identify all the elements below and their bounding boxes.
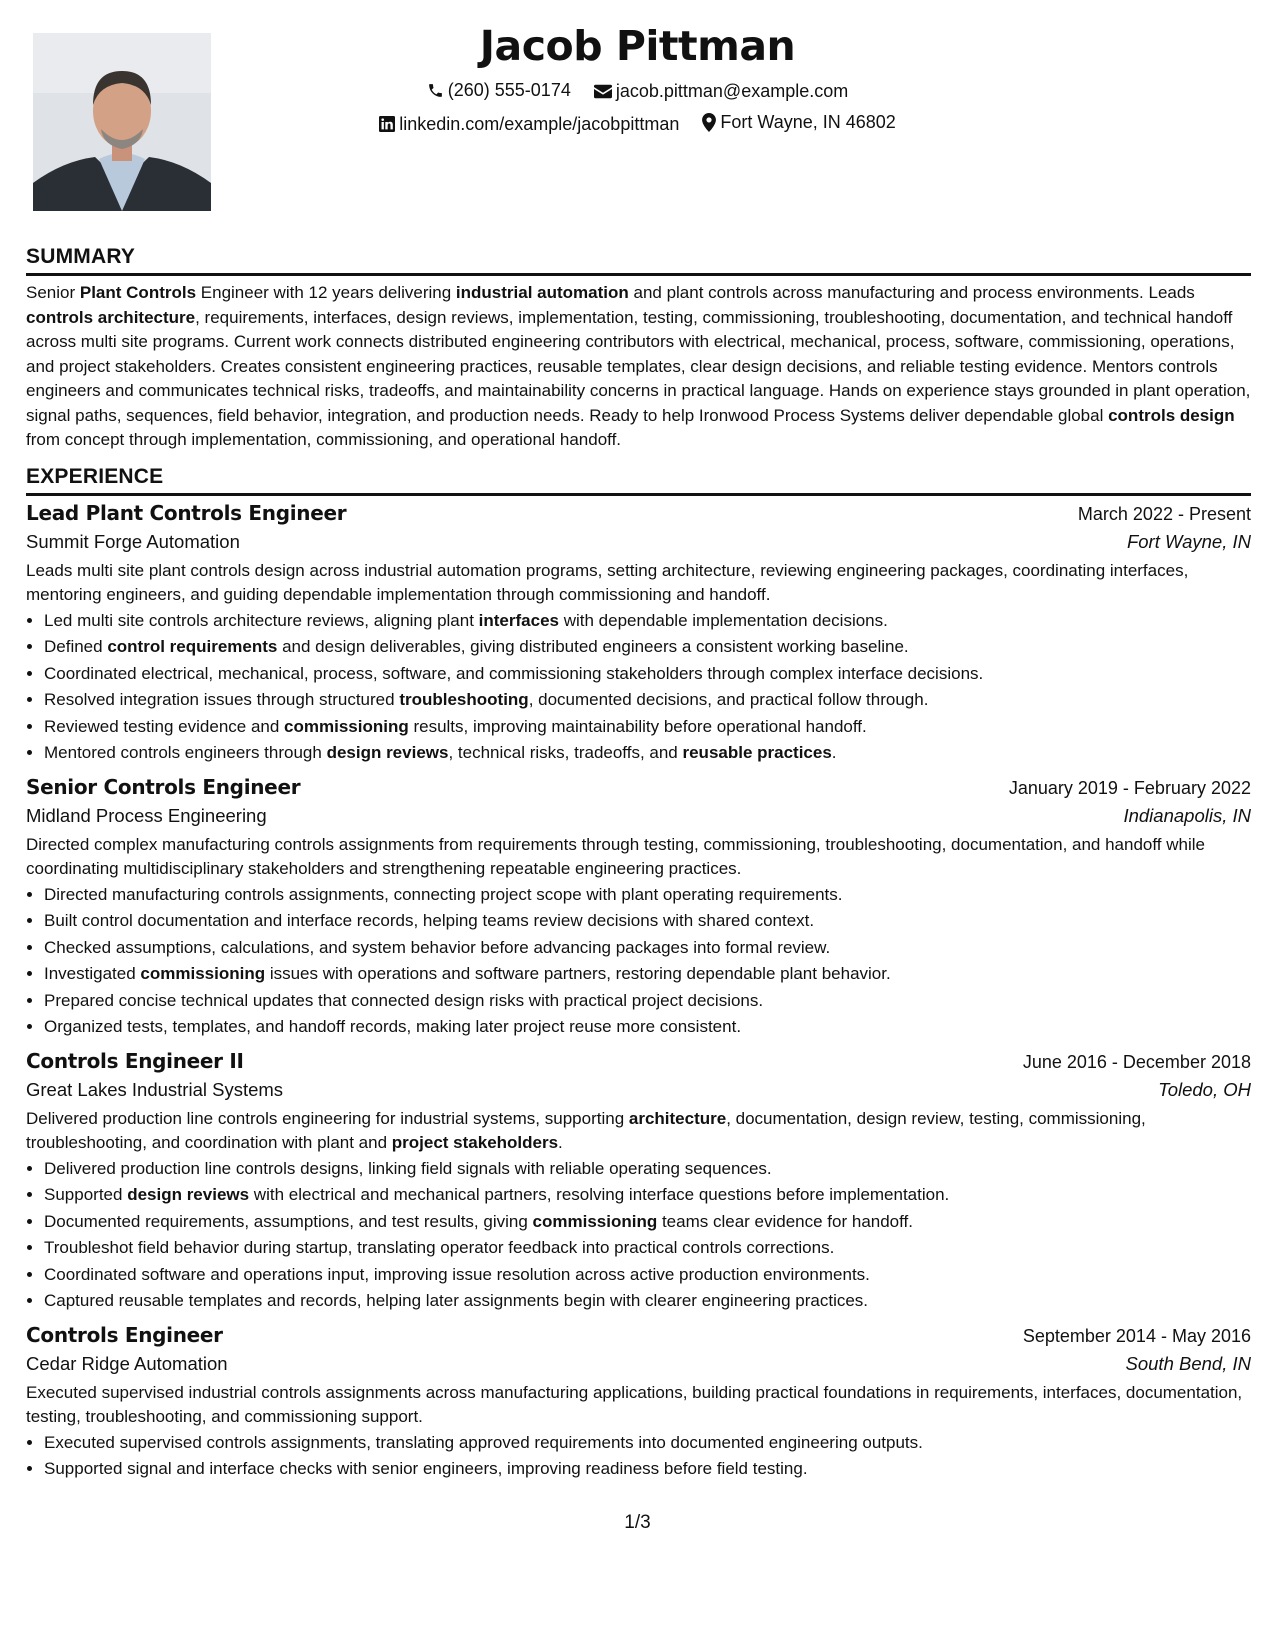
job-description xyxy=(26,559,1251,607)
envelope-icon xyxy=(594,84,612,99)
job-description xyxy=(26,1107,1251,1155)
candidate-name: Jacob Pittman xyxy=(479,22,796,70)
location-text: Fort Wayne, IN 46802 xyxy=(720,112,896,132)
phone-text: (260) 555-0174 xyxy=(447,80,571,100)
text-run: with electrical and mechanical partners, resolving interface questions before implementation. xyxy=(249,1185,950,1204)
text-run: Senior xyxy=(26,283,80,302)
job-header-row xyxy=(26,1323,1251,1347)
email-link[interactable]: jacob.pittman@example.com xyxy=(615,81,849,101)
bold-text: architecture xyxy=(628,1108,727,1128)
job-bullet-list xyxy=(26,1156,1251,1315)
text-run: Supported signal and interface checks with senior engineers, improving readiness before field testing. xyxy=(44,1459,808,1478)
contact-line-2 xyxy=(0,112,1275,137)
text-run: Leads multi site plant controls design across industrial automation programs, setting architecture, reviewing engineering packages, coordinating interfaces, mentoring engineers, and guiding dependable implementation through commissioning and handoff. xyxy=(26,560,1189,604)
email-contact[interactable] xyxy=(594,81,848,102)
job-bullet xyxy=(44,882,1251,909)
text-run: , technical risks, tradeoffs, and xyxy=(448,743,683,762)
bold-text: design reviews xyxy=(127,1185,250,1204)
bold-text: interfaces xyxy=(478,610,559,630)
text-run: Defined xyxy=(44,637,108,656)
job-header-row xyxy=(26,501,1251,525)
text-run: Engineer with 12 years delivering xyxy=(196,283,456,302)
phone-contact xyxy=(427,80,571,101)
linkedin-contact[interactable] xyxy=(379,114,679,135)
job-bullet xyxy=(44,1262,1251,1289)
job-description xyxy=(26,833,1251,881)
job-bullet-list xyxy=(26,1430,1251,1483)
experience-heading: EXPERIENCE xyxy=(26,465,1251,496)
text-run: , requirements, interfaces, design reviews, implementation, testing, commissioning, troubleshooting, documentation, and technical handoff across multi site programs. Current work connects distributed engineering contributors with electrical, mechanical, process, software, commissioning, operations, and project stakeholders. Creates consistent engineering practices, reusable templates, clear design decisions, and reliable testing evidence. Mentors controls engineers and communicates technical risks, tradeoffs, and maintainability concerns in practical language. Hands on experience stays grounded in plant operation, signal paths, sequences, field behavior, integration, and production needs. Ready to help Ironwood Process Systems deliver dependable global xyxy=(26,307,1251,425)
location-contact xyxy=(702,112,895,133)
text-run: Delivered production line controls designs, linking field signals with reliable operating sequences. xyxy=(44,1158,772,1178)
job-bullet xyxy=(44,1430,1251,1457)
job-bullet xyxy=(44,1235,1251,1262)
job-bullet xyxy=(44,1456,1251,1483)
job-company-row xyxy=(26,799,1251,827)
text-run: , documentation, design review, testing, commissioning, troubleshooting, and coordination with plant and xyxy=(26,1108,1146,1152)
job-bullet xyxy=(44,740,1251,767)
job-description xyxy=(26,1381,1251,1429)
job-entry xyxy=(26,1323,1251,1483)
text-run: Mentored controls engineers through xyxy=(44,743,327,762)
job-bullet xyxy=(44,661,1251,688)
job-dates: June 2016 - December 2018 xyxy=(1022,1051,1251,1072)
text-run: with dependable implementation decisions. xyxy=(558,610,888,630)
summary-section xyxy=(26,245,1251,453)
job-title: Lead Plant Controls Engineer xyxy=(26,500,347,525)
text-run: Delivered production line controls engineering for industrial systems, supporting xyxy=(26,1108,629,1128)
job-bullet xyxy=(44,908,1251,935)
bold-text: commissioning xyxy=(284,716,409,736)
job-entry xyxy=(26,1049,1251,1315)
text-run: Troubleshot field behavior during startup, translating operator feedback into practical controls corrections. xyxy=(44,1238,835,1257)
bold-text: reusable practices xyxy=(682,743,832,762)
text-run: Resolved integration issues through structured xyxy=(44,690,400,709)
linkedin-link[interactable]: linkedin.com/example/jacobpittman xyxy=(399,113,680,134)
job-dates: September 2014 - May 2016 xyxy=(1022,1325,1251,1346)
job-list xyxy=(26,501,1251,1483)
text-run: Checked assumptions, calculations, and system behavior before advancing packages into formal review. xyxy=(44,937,831,957)
text-run: and design deliverables, giving distributed engineers a consistent working baseline. xyxy=(277,637,909,656)
job-company: Midland Process Engineering xyxy=(26,804,267,826)
job-title: Controls Engineer xyxy=(26,1322,223,1347)
text-run: Led multi site controls architecture reviews, aligning plant xyxy=(44,610,479,630)
job-bullet xyxy=(44,988,1251,1015)
job-bullet xyxy=(44,714,1251,741)
experience-section xyxy=(26,465,1251,1483)
text-run: teams clear evidence for handoff. xyxy=(657,1211,913,1231)
job-bullet xyxy=(44,1014,1251,1041)
job-bullet xyxy=(44,687,1251,714)
bold-text: Plant Controls xyxy=(79,283,197,302)
text-run: results, improving maintainability before operational handoff. xyxy=(408,716,867,736)
bold-text: industrial automation xyxy=(455,283,629,302)
text-run: Prepared concise technical updates that connected design risks with practical project decisions. xyxy=(44,990,764,1010)
job-bullet-list xyxy=(26,608,1251,767)
linkedin-icon xyxy=(379,116,395,132)
job-company-row xyxy=(26,525,1251,553)
job-bullet xyxy=(44,961,1251,988)
bold-text: control requirements xyxy=(107,637,278,656)
job-dates: January 2019 - February 2022 xyxy=(1008,777,1251,798)
job-entry xyxy=(26,501,1251,767)
text-run: Supported xyxy=(44,1185,128,1204)
text-run: Executed supervised industrial controls assignments across manufacturing applications, building practical foundations in requirements, interfaces, documentation, testing, troubleshooting, and commissioning support. xyxy=(26,1382,1243,1426)
text-run: Organized tests, templates, and handoff records, making later project reuse more consistent. xyxy=(44,1017,742,1036)
job-title: Senior Controls Engineer xyxy=(26,774,301,799)
job-company-row xyxy=(26,1073,1251,1101)
text-run: Executed supervised controls assignments, translating approved requirements into documented engineering outputs. xyxy=(44,1432,923,1452)
job-location: South Bend, IN xyxy=(1125,1352,1251,1374)
text-run: from concept through implementation, commissioning, and operational handoff. xyxy=(26,430,622,449)
job-dates: March 2022 - Present xyxy=(1077,503,1251,524)
job-bullet xyxy=(44,1156,1251,1183)
text-run: and plant controls across manufacturing and process environments. Leads xyxy=(628,283,1195,302)
job-bullet-list xyxy=(26,882,1251,1041)
text-run: . xyxy=(558,1132,563,1152)
bold-text: controls architecture xyxy=(26,307,196,327)
text-run: Documented requirements, assumptions, and test results, giving xyxy=(44,1211,533,1231)
text-run: . xyxy=(831,743,837,762)
text-run: Directed manufacturing controls assignments, connecting project scope with plant operating requirements. xyxy=(44,884,843,904)
phone-icon xyxy=(427,82,444,99)
job-location: Fort Wayne, IN xyxy=(1126,530,1251,552)
text-run: Reviewed testing evidence and xyxy=(44,716,285,736)
text-run: Built control documentation and interface records, helping teams review decisions with shared context. xyxy=(44,911,815,930)
job-company: Cedar Ridge Automation xyxy=(26,1352,228,1374)
job-bullet xyxy=(44,1288,1251,1315)
text-run: Captured reusable templates and records, helping later assignments begin with clearer engineering practices. xyxy=(44,1291,869,1310)
bold-text: controls design xyxy=(1108,405,1235,425)
job-bullet xyxy=(44,1182,1251,1209)
text-run: , documented decisions, and practical follow through. xyxy=(528,690,929,709)
text-run: issues with operations and software partners, restoring dependable plant behavior. xyxy=(265,964,891,983)
summary-heading: SUMMARY xyxy=(26,245,1251,276)
job-bullet xyxy=(44,935,1251,962)
job-title: Controls Engineer II xyxy=(26,1048,244,1073)
job-header-row xyxy=(26,1049,1251,1073)
bold-text: troubleshooting xyxy=(399,690,529,709)
text-run: Coordinated electrical, mechanical, process, software, and commissioning stakeholders through complex interface decisions. xyxy=(44,663,984,683)
text-run: Coordinated software and operations input, improving issue resolution across active production environments. xyxy=(44,1264,870,1284)
job-location: Indianapolis, IN xyxy=(1123,804,1251,826)
text-run: Directed complex manufacturing controls assignments from requirements through testing, commissioning, troubleshooting, documentation, and handoff while coordinating multidisciplinary stakeholders and strengthening repeatable engineering practices. xyxy=(26,834,1205,878)
bold-text: commissioning xyxy=(140,964,266,983)
bold-text: commissioning xyxy=(532,1211,658,1231)
text-run: Investigated xyxy=(44,964,141,983)
contact-line-1 xyxy=(0,80,1275,104)
job-company-row xyxy=(26,1347,1251,1375)
job-company: Great Lakes Industrial Systems xyxy=(26,1078,284,1100)
job-bullet xyxy=(44,608,1251,635)
map-pin-icon xyxy=(702,113,716,132)
job-header-row xyxy=(26,775,1251,799)
bold-text: project stakeholders xyxy=(391,1132,559,1152)
summary-text xyxy=(26,281,1251,453)
job-location: Toledo, OH xyxy=(1158,1078,1251,1100)
bold-text: design reviews xyxy=(326,743,449,762)
job-bullet xyxy=(44,634,1251,661)
job-bullet xyxy=(44,1209,1251,1236)
job-company: Summit Forge Automation xyxy=(26,530,240,552)
job-entry xyxy=(26,775,1251,1041)
page-number: 1/3 xyxy=(624,1512,651,1533)
